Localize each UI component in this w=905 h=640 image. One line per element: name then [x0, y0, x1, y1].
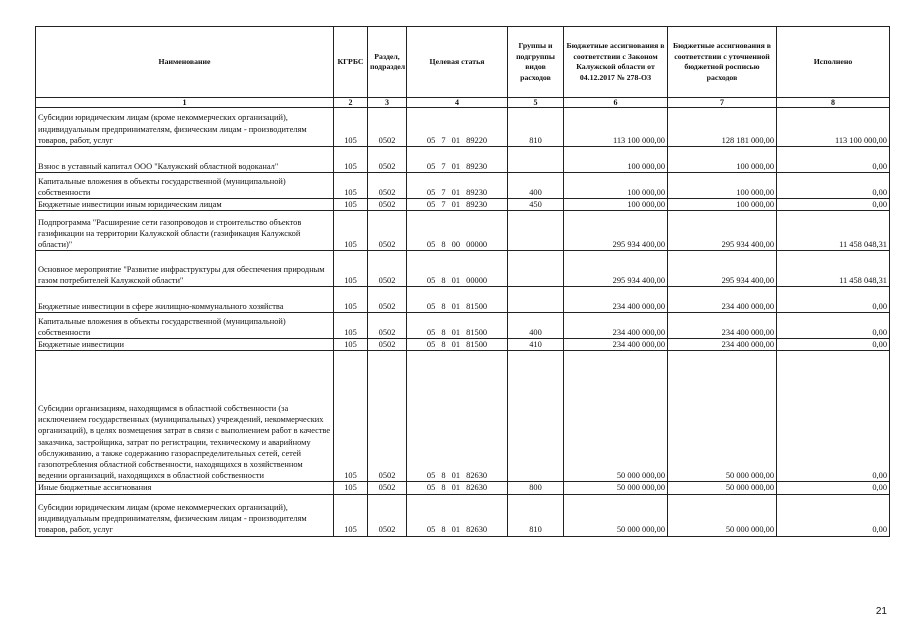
row-kgrbs: 105 [334, 339, 368, 351]
header-groups: Группы и подгруппы видов расходов [508, 27, 564, 98]
column-number: 7 [668, 98, 777, 108]
column-number: 5 [508, 98, 564, 108]
table-row [36, 313, 890, 339]
table-row [36, 339, 890, 351]
column-number: 3 [368, 98, 407, 108]
row-name: Бюджетные инвестиции в сфере жилищно-коммунального хозяйства [36, 287, 334, 313]
row-executed-amount: 11 458 048,31 [777, 211, 890, 251]
table-row [36, 199, 890, 211]
header-executed: Исполнено [777, 27, 890, 98]
row-refined-amount: 100 000,00 [668, 147, 777, 173]
row-target: 05 8 01 81500 [407, 313, 508, 339]
row-target: 05 7 01 89230 [407, 199, 508, 211]
column-number: 8 [777, 98, 890, 108]
row-section: 0502 [368, 108, 407, 147]
row-executed-amount: 0,00 [777, 494, 890, 536]
row-refined-amount: 234 400 000,00 [668, 287, 777, 313]
row-group: 800 [508, 482, 564, 494]
row-target: 05 8 01 81500 [407, 287, 508, 313]
table-row [36, 108, 890, 147]
header-kgrbs: КГРБС [334, 27, 368, 98]
header-law: Бюджетные ассигнования в соответствии с Законом Калужской области от 04.12.2017 № 278-ОЗ [564, 27, 668, 98]
column-number: 1 [36, 98, 334, 108]
row-group [508, 211, 564, 251]
row-name: Бюджетные инвестиции [36, 339, 334, 351]
row-executed-amount: 0,00 [777, 199, 890, 211]
row-executed-amount: 0,00 [777, 313, 890, 339]
row-law-amount: 100 000,00 [564, 199, 668, 211]
row-target: 05 7 01 89230 [407, 173, 508, 199]
row-name: Капитальные вложения в объекты государственной (муниципальной) собственности [36, 313, 334, 339]
row-target: 05 7 01 89230 [407, 147, 508, 173]
row-section: 0502 [368, 482, 407, 494]
row-group: 410 [508, 339, 564, 351]
row-section: 0502 [368, 313, 407, 339]
row-refined-amount: 234 400 000,00 [668, 339, 777, 351]
budget-table [35, 26, 890, 537]
header-section: Раздел, подраздел [368, 27, 407, 98]
row-refined-amount: 295 934 400,00 [668, 211, 777, 251]
table-row [36, 251, 890, 287]
row-group [508, 287, 564, 313]
row-kgrbs: 105 [334, 313, 368, 339]
row-refined-amount: 50 000 000,00 [668, 482, 777, 494]
row-group [508, 351, 564, 482]
row-target: 05 8 01 82630 [407, 494, 508, 536]
table-row [36, 494, 890, 536]
table-row [36, 482, 890, 494]
row-target: 05 8 01 81500 [407, 339, 508, 351]
row-law-amount: 234 400 000,00 [564, 313, 668, 339]
row-name: Субсидии организациям, находящимся в областной собственности (за исключением государственных (муниципальных) учреждений, некоммерческих организаций), в целях возмещения затрат в связи с выполнением работ в качестве заказчика, застройщика, затрат по регистрации, техническому и аварийному обслуживанию, а также содержанию газораспределительных сетей, сетей газопотребления областной собственности, находящихся в хозяйственном ведении организаций, находящихся в областной собственности [36, 351, 334, 482]
column-number: 4 [407, 98, 508, 108]
row-group: 810 [508, 108, 564, 147]
row-refined-amount: 100 000,00 [668, 199, 777, 211]
row-law-amount: 50 000 000,00 [564, 482, 668, 494]
row-law-amount: 100 000,00 [564, 147, 668, 173]
row-group: 400 [508, 173, 564, 199]
row-executed-amount: 0,00 [777, 351, 890, 482]
row-kgrbs: 105 [334, 287, 368, 313]
column-number: 2 [334, 98, 368, 108]
row-refined-amount: 50 000 000,00 [668, 351, 777, 482]
row-name: Взнос в уставный капитал ООО "Калужский областной водоканал" [36, 147, 334, 173]
row-law-amount: 100 000,00 [564, 173, 668, 199]
table-row [36, 173, 890, 199]
page-number: 21 [875, 606, 887, 617]
row-executed-amount: 113 100 000,00 [777, 108, 890, 147]
column-number-row [36, 98, 890, 108]
header-row [36, 27, 890, 98]
row-kgrbs: 105 [334, 351, 368, 482]
row-refined-amount: 50 000 000,00 [668, 494, 777, 536]
row-kgrbs: 105 [334, 147, 368, 173]
column-number: 6 [564, 98, 668, 108]
row-kgrbs: 105 [334, 482, 368, 494]
row-kgrbs: 105 [334, 211, 368, 251]
row-target: 05 8 01 82630 [407, 482, 508, 494]
row-executed-amount: 0,00 [777, 147, 890, 173]
row-executed-amount: 0,00 [777, 287, 890, 313]
row-name: Субсидии юридическим лицам (кроме некоммерческих организаций), индивидуальным предпринимателям, физическим лицам - производителям товаров, работ, услуг [36, 108, 334, 147]
row-name: Капитальные вложения в объекты государственной (муниципальной) собственности [36, 173, 334, 199]
row-section: 0502 [368, 351, 407, 482]
table-row [36, 351, 890, 482]
row-law-amount: 295 934 400,00 [564, 251, 668, 287]
row-name: Субсидии юридическим лицам (кроме некоммерческих организаций), индивидуальным предпринимателям, физическим лицам - производителям товаров, работ, услуг [36, 494, 334, 536]
row-executed-amount: 0,00 [777, 482, 890, 494]
row-law-amount: 234 400 000,00 [564, 287, 668, 313]
row-executed-amount: 0,00 [777, 339, 890, 351]
row-law-amount: 234 400 000,00 [564, 339, 668, 351]
row-kgrbs: 105 [334, 199, 368, 211]
row-name: Иные бюджетные ассигнования [36, 482, 334, 494]
row-law-amount: 50 000 000,00 [564, 494, 668, 536]
row-group [508, 251, 564, 287]
row-section: 0502 [368, 199, 407, 211]
row-refined-amount: 295 934 400,00 [668, 251, 777, 287]
row-refined-amount: 128 181 000,00 [668, 108, 777, 147]
row-section: 0502 [368, 494, 407, 536]
row-section: 0502 [368, 173, 407, 199]
row-kgrbs: 105 [334, 251, 368, 287]
row-target: 05 8 01 00000 [407, 251, 508, 287]
row-executed-amount: 0,00 [777, 173, 890, 199]
row-group: 810 [508, 494, 564, 536]
row-law-amount: 113 100 000,00 [564, 108, 668, 147]
row-kgrbs: 105 [334, 494, 368, 536]
row-law-amount: 50 000 000,00 [564, 351, 668, 482]
row-target: 05 8 01 82630 [407, 351, 508, 482]
row-section: 0502 [368, 251, 407, 287]
row-section: 0502 [368, 339, 407, 351]
row-section: 0502 [368, 287, 407, 313]
row-section: 0502 [368, 147, 407, 173]
header-target: Целевая статья [407, 27, 508, 98]
table-row [36, 287, 890, 313]
row-target: 05 8 00 00000 [407, 211, 508, 251]
row-target: 05 7 01 89220 [407, 108, 508, 147]
row-refined-amount: 234 400 000,00 [668, 313, 777, 339]
row-group: 450 [508, 199, 564, 211]
table-row [36, 211, 890, 251]
row-section: 0502 [368, 211, 407, 251]
header-name: Наименование [36, 27, 334, 98]
row-refined-amount: 100 000,00 [668, 173, 777, 199]
row-kgrbs: 105 [334, 108, 368, 147]
row-group [508, 147, 564, 173]
row-group: 400 [508, 313, 564, 339]
row-name: Бюджетные инвестиции иным юридическим лицам [36, 199, 334, 211]
row-executed-amount: 11 458 048,31 [777, 251, 890, 287]
row-name: Основное мероприятие "Развитие инфраструктуры для обеспечения природным газом потребителей Калужской области" [36, 251, 334, 287]
header-refined: Бюджетные ассигнования в соответствии с уточненной бюджетной росписью расходов [668, 27, 777, 98]
row-law-amount: 295 934 400,00 [564, 211, 668, 251]
table-row [36, 147, 890, 173]
row-name: Подпрограмма "Расширение сети газопроводов и строительство объектов газификации на территории Калужской области (газификация Калужской области)" [36, 211, 334, 251]
row-kgrbs: 105 [334, 173, 368, 199]
